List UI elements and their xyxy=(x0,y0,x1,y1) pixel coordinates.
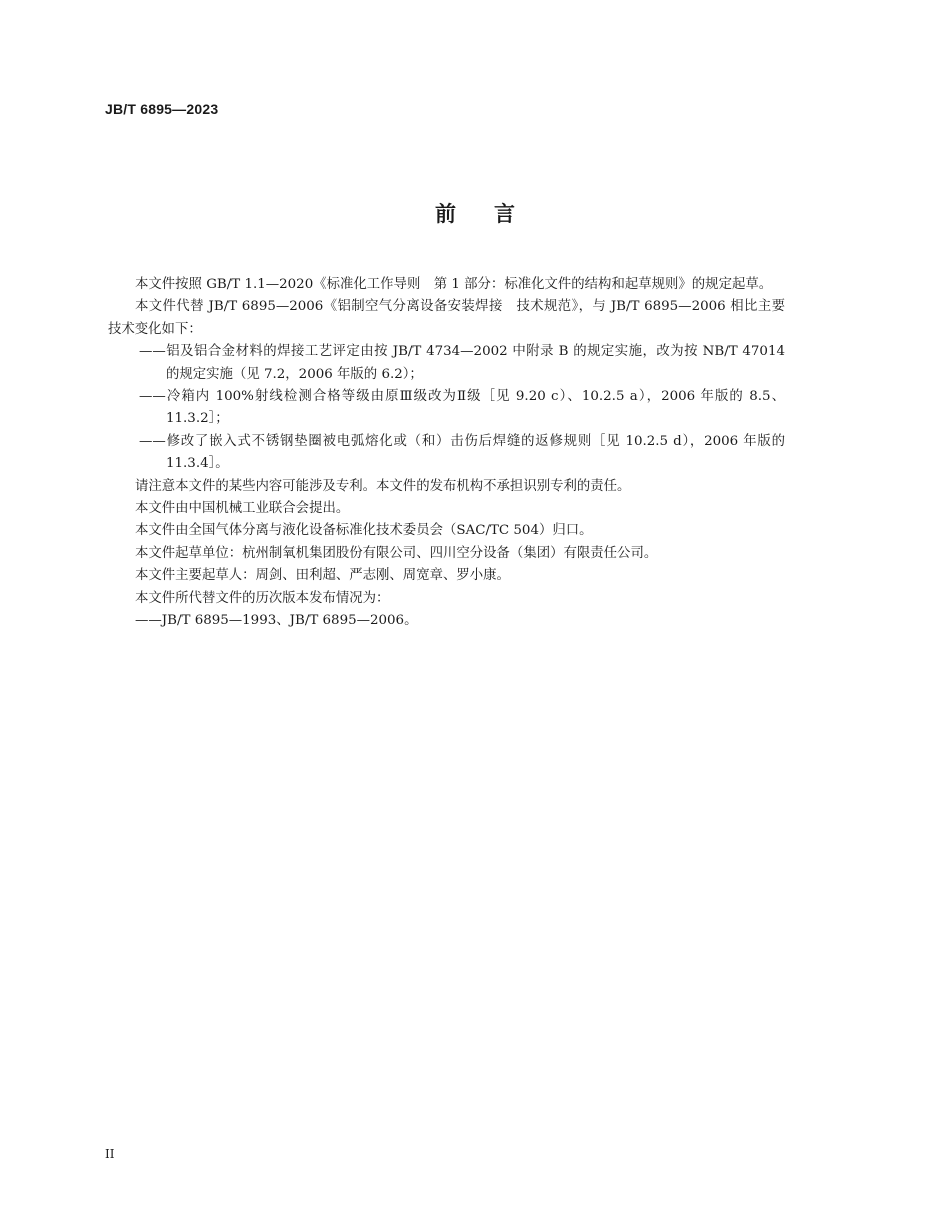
change-item: ——修改了嵌入式不锈钢垫圈被电弧熔化或（和）击伤后焊缝的返修规则［见 10.2.5 d），2006 年版的 11.3.4］。 xyxy=(139,433,785,472)
drafting-rules-paragraph: 本文件按照 GB/T 1.1—2020《标准化工作导则 第 1 部分：标准化文件的结构和起草规则》的规定起草。 xyxy=(135,277,773,292)
proposer-statement: 本文件由中国机械工业联合会提出。 xyxy=(135,501,350,517)
committee-statement: 本文件由全国气体分离与液化设备标准化技术委员会（SAC/TC 504）归口。 xyxy=(135,523,593,539)
patent-notice: 请注意本文件的某些内容可能涉及专利。本文件的发布机构不承担识别专利的责任。 xyxy=(135,478,631,494)
replacement-paragraph: 本文件代替 JB/T 6895—2006《铝制空气分离设备安装焊接 技术规范》，与 JB/T 6895—2006 相比主要技术变化如下： xyxy=(108,299,785,337)
history-item: ——JB/T 6895—1993、JB/T 6895—2006。 xyxy=(135,613,418,629)
drafting-units-statement: 本文件起草单位：杭州制氧机集团股份有限公司、四川空分设备（集团）有限责任公司。 xyxy=(135,545,658,561)
change-item: ——冷箱内 100%射线检测合格等级由原Ⅲ级改为Ⅱ级［见 9.20 c）、10.2.5 a），2006 年版的 8.5、11.3.2］； xyxy=(139,389,785,427)
foreword-body xyxy=(108,274,785,633)
drafters-statement: 本文件主要起草人：周剑、田利超、严志刚、周宽章、罗小康。 xyxy=(135,568,510,584)
change-item: ——铝及铝合金材料的焊接工艺评定由按 JB/T 4734—2002 中附录 B 的规定实施，改为按 NB/T 47014 的规定实施（见 7.2，2006 年版的 6.2）； xyxy=(139,344,785,382)
page-title: 前言 xyxy=(435,202,553,226)
document-code: JB/T 6895—2023 xyxy=(105,101,219,117)
history-intro: 本文件所代替文件的历次版本发布情况为： xyxy=(135,590,390,606)
page-number: II xyxy=(105,1147,115,1161)
